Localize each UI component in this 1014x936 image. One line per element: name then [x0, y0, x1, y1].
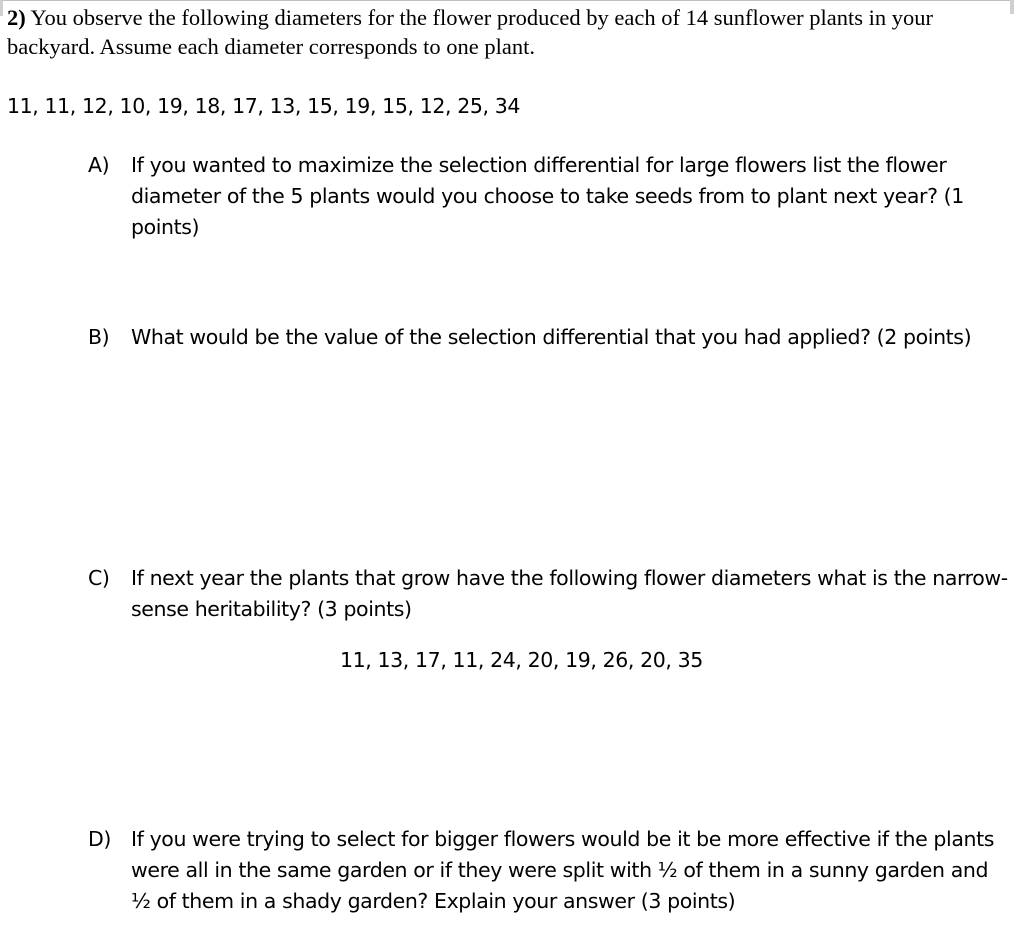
- part-d-text: If you were trying to select for bigger flowers would be it be more effective if the plants were all in the same garden or if they were split with ½ of them in a sunny garden and ½ of them in a shady garden? Explain your answer (3 points): [131, 827, 995, 913]
- page-top-border: [0, 0, 1014, 1]
- observed-diameters: 11, 11, 12, 10, 19, 18, 17, 13, 15, 19, 15, 12, 25, 34: [7, 94, 521, 118]
- part-a-label: A): [88, 153, 110, 177]
- page-left-edge: [0, 0, 3, 16]
- part-d: [88, 824, 1008, 917]
- part-b-label: B): [88, 325, 110, 349]
- question-2: [7, 3, 1007, 61]
- part-b-text: What would be the value of the selection differential that you had applied? (2 points): [131, 325, 972, 349]
- question-number: 2): [7, 5, 26, 30]
- next-year-diameters: 11, 13, 17, 11, 24, 20, 19, 26, 20, 35: [340, 648, 703, 672]
- question-text: You observe the following diameters for the flower produced by each of 14 sunflower plants in your backyard. Assume each diameter corresponds to one plant.: [7, 5, 934, 59]
- part-d-label: D): [88, 827, 111, 851]
- page-right-edge: [1010, 0, 1014, 14]
- part-a: [88, 150, 1008, 243]
- part-c-text: If next year the plants that grow have the following flower diameters what is the narrow-sense heritability? (3 points): [131, 566, 1008, 621]
- part-c: [88, 563, 1008, 625]
- part-c-label: C): [88, 566, 110, 590]
- part-a-text: If you wanted to maximize the selection differential for large flowers list the flower diameter of the 5 plants would you choose to take seeds from to plant next year? (1 points): [131, 153, 964, 239]
- part-b: [88, 322, 1008, 353]
